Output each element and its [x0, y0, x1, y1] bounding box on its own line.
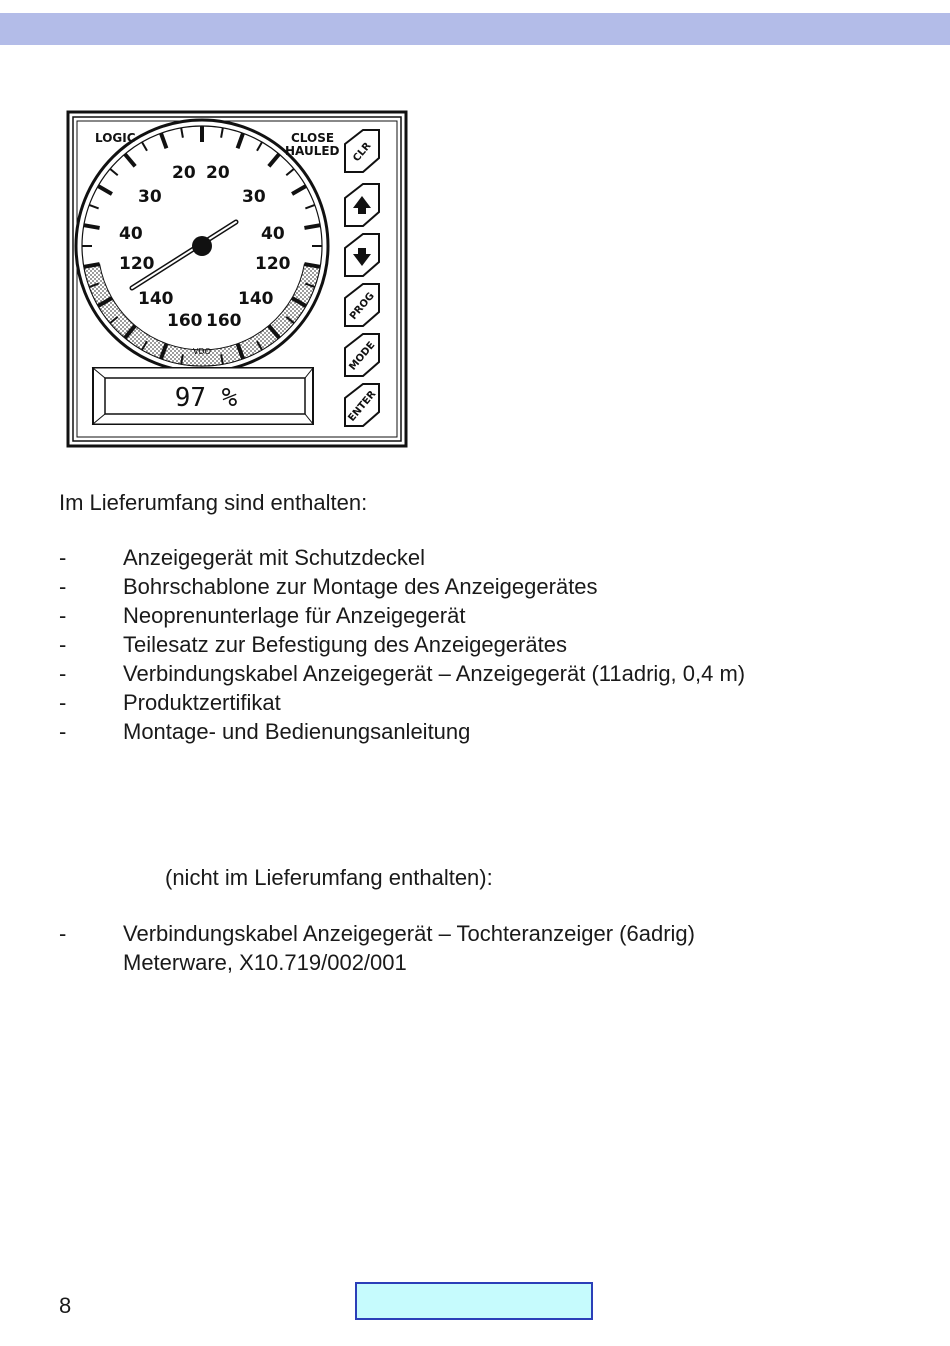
bullet: - [59, 921, 67, 946]
scale-label-right-20: 20 [206, 163, 230, 183]
scale-label-left-40: 40 [119, 224, 143, 244]
brand-right-label-2: HAULED [285, 144, 340, 158]
scale-label-right-120: 120 [255, 254, 291, 274]
bullet: - [59, 603, 67, 628]
accessory-item-line1: Verbindungskabel Anzeigegerät – Tochteranzeiger (6adrig) [123, 921, 695, 946]
accessory-heading: (nicht im Lieferumfang enthalten): [165, 865, 493, 890]
brand-right-label-1: CLOSE [291, 131, 335, 145]
svg-text:ENTER: ENTER [346, 388, 379, 424]
scale-label-right-40: 40 [261, 224, 285, 244]
list-item: Produktzertifikat [123, 690, 281, 715]
instrument-illustration [66, 110, 408, 448]
scale-label-left-160: 160 [167, 311, 203, 331]
svg-text:CLR: CLR [351, 140, 374, 165]
list-item: Montage- und Bedienungsanleitung [123, 719, 471, 744]
footer-box [355, 1282, 593, 1320]
bullet: - [59, 632, 67, 657]
header-bar [0, 13, 950, 45]
scale-label-right-140: 140 [238, 289, 274, 309]
bullet: - [59, 661, 67, 686]
accessory-item-line2: Meterware, X10.719/002/001 [123, 950, 407, 975]
svg-text:PROG: PROG [347, 290, 377, 323]
list-item: Verbindungskabel Anzeigegerät – Anzeigegerät (11adrig, 0,4 m) [123, 661, 746, 686]
bullet: - [59, 690, 67, 715]
scale-label-left-140: 140 [138, 289, 174, 309]
brand-left-label: LOGIC [95, 131, 136, 145]
scale-label-right-30: 30 [242, 187, 266, 207]
scale-label-right-160: 160 [206, 311, 242, 331]
list-item: Neoprenunterlage für Anzeigegerät [123, 603, 466, 628]
maker-label: VDO [193, 347, 211, 356]
bullet: - [59, 574, 67, 599]
svg-text:MODE: MODE [347, 339, 378, 373]
intro-text: Im Lieferumfang sind enthalten: [59, 490, 368, 515]
list-item: Teilesatz zur Befestigung des Anzeigegerätes [123, 632, 567, 657]
scale-label-left-20: 20 [172, 163, 196, 183]
list-item: Anzeigegerät mit Schutzdeckel [123, 545, 426, 570]
page-number: 8 [59, 1293, 72, 1318]
scale-label-left-120: 120 [119, 254, 155, 274]
lcd-value: 97 % [174, 383, 238, 413]
list-item: Bohrschablone zur Montage des Anzeigegerätes [123, 574, 598, 599]
bullet: - [59, 719, 67, 744]
bullet: - [59, 545, 67, 570]
scale-label-left-30: 30 [138, 187, 162, 207]
instrument-svg [66, 110, 408, 448]
